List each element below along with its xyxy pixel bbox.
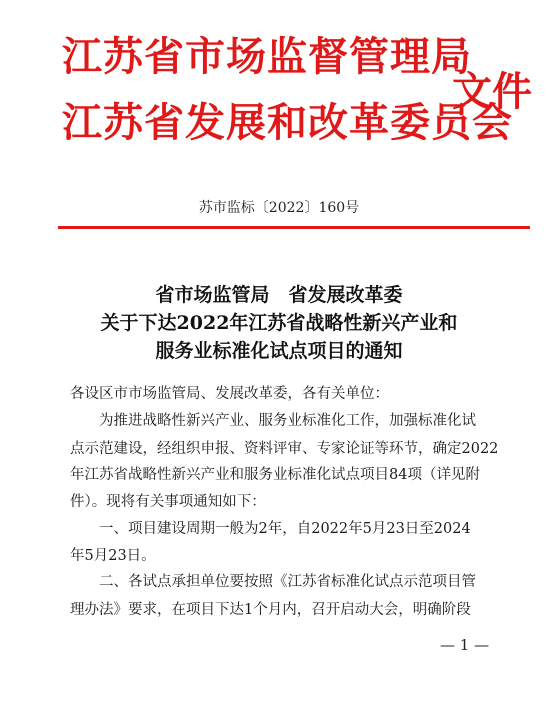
- issuer-name-2: 江苏省发展和改革委员会: [62, 100, 513, 146]
- title-line-1: 省市场监管局 省发展改革委: [155, 284, 403, 306]
- document-type-label: 文件: [452, 69, 532, 115]
- red-divider: [58, 226, 530, 229]
- document-number: 苏市监标〔2022〕160号: [198, 200, 360, 216]
- body-line: 为推进战略性新兴产业、服务业标准化工作，加强标准化试: [70, 413, 476, 429]
- body-line: 年江苏省战略性新兴产业和服务业标准化试点项目84项（详见附: [70, 467, 480, 483]
- title-line-3: 服务业标准化试点项目的通知: [155, 340, 403, 362]
- body-line: 点示范建设，经组织申报、资料评审、专家论证等环节，确定2022: [70, 441, 499, 457]
- body-line: 二、各试点承担单位要按照《江苏省标准化试点示范项目管: [70, 574, 476, 590]
- issuer-name-1: 江苏省市场监督管理局: [62, 34, 472, 80]
- body-line: 各设区市市场监管局、发展改革委，各有关单位：: [70, 386, 389, 402]
- body-line: 件）。现将有关事项通知如下：: [70, 494, 266, 510]
- page-number: — 1 —: [440, 636, 490, 654]
- body-line: 一、项目建设周期一般为2年，自2022年5月23日至2024: [70, 521, 471, 537]
- body-line: 年5月23日。: [70, 548, 156, 564]
- title-line-2: 关于下达2022年江苏省战略性新兴产业和: [100, 312, 458, 334]
- body-line: 理办法》要求，在项目下达1个月内，召开启动大会，明确阶段: [70, 602, 471, 618]
